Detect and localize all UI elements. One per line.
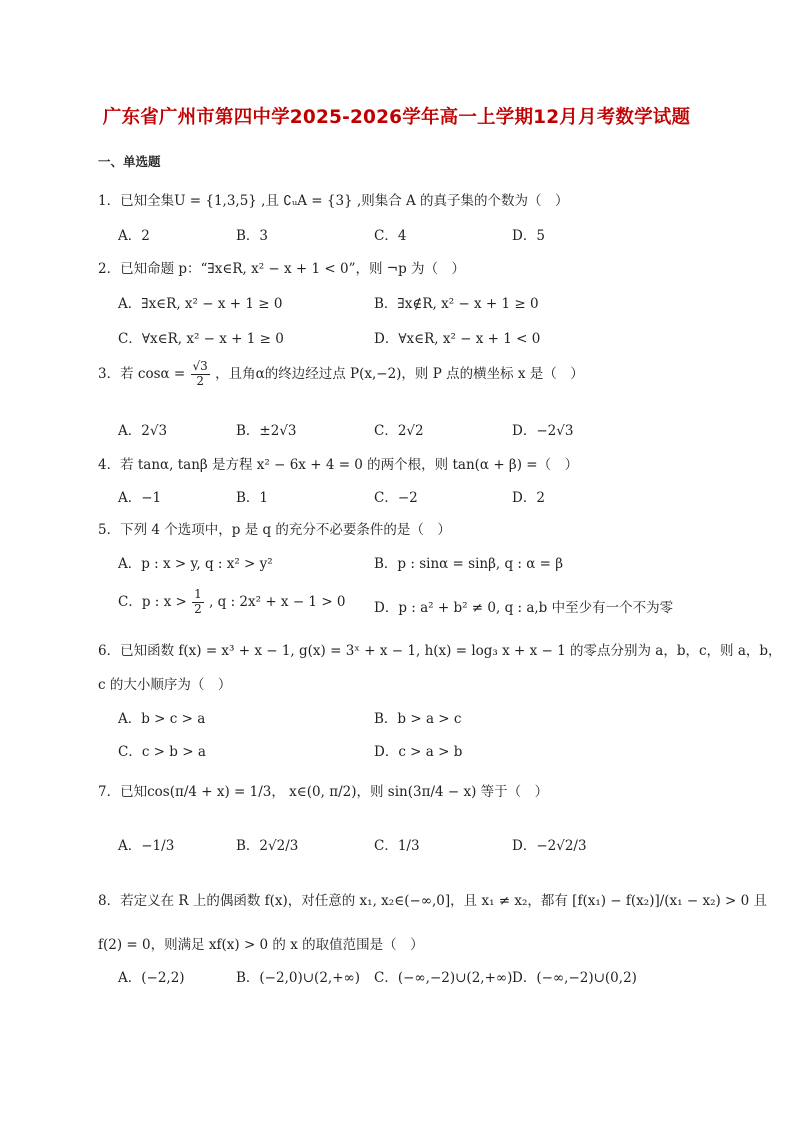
q8-option-a: A．(−2,2)	[118, 970, 185, 986]
q6-option-a: A．b > c > a	[118, 711, 206, 727]
q3-fraction-denominator: 2	[196, 373, 204, 388]
q5-fraction-denominator: 2	[194, 601, 202, 616]
q3-option-d: D．−2√3	[512, 423, 574, 439]
q2-option-c: C．∀x∈R, x² − x + 1 ≥ 0	[118, 331, 284, 347]
q4-option-c: C．−2	[374, 490, 418, 506]
q6-option-d: D．c > a > b	[374, 744, 463, 760]
q6-option-b: B．b > a > c	[374, 711, 462, 727]
question-1-stem: 1．已知全集U = {1,3,5} ,且 ∁ᵤA = {3} ,则集合 A 的真子集的个数为（ ）	[98, 193, 569, 209]
q3-fraction	[191, 360, 210, 389]
q1-option-d: D．5	[512, 228, 545, 244]
q1-option-b: B．3	[236, 228, 269, 244]
q3-option-c: C．2√2	[374, 423, 424, 439]
question-8-stem: 8．若定义在 R 上的偶函数 f(x)，对任意的 x₁, x₂∈(−∞,0]，且 x₁ ≠ x₂，都有 [f(x₁) − f(x₂)]/(x₁ − x₂) > 0 且	[98, 893, 768, 909]
question-6-stem: 6．已知函数 f(x) = x³ + x − 1, g(x) = 3ˣ + x − 1, h(x) = log₃ x + x − 1 的零点分别为 a，b，c，则 a，b，	[98, 643, 782, 659]
q3-stem-prefix: 3．若 cosα =	[98, 365, 186, 382]
q5-option-a: A．p : x > y, q : x² > y²	[118, 556, 273, 572]
q5-option-c-fraction	[192, 588, 204, 617]
q3-stem-suffix: ，且角α的终边经过点 P(x,−2)，则 P 点的横坐标 x 是（ ）	[215, 365, 584, 382]
question-6-stem-line2: c 的大小顺序为（ ）	[98, 677, 232, 693]
page-title: 广东省广州市第四中学2025-2026学年高一上学期12月月考数学试题	[102, 107, 691, 128]
q4-option-d: D．2	[512, 490, 545, 506]
q2-option-a: A．∃x∈R, x² − x + 1 ≥ 0	[118, 296, 283, 312]
q2-option-d: D．∀x∈R, x² − x + 1 < 0	[374, 331, 541, 347]
q4-option-b: B．1	[236, 490, 269, 506]
q8-option-c: C．(−∞,−2)∪(2,+∞)	[374, 970, 513, 986]
q3-fraction-numerator: √3	[192, 359, 208, 373]
question-2-stem: 2．已知命题 p：“∃x∈R, x² − x + 1 < 0”，则 ¬p 为（ ）	[98, 261, 466, 277]
q5-option-c-suffix: , q : 2x² + x − 1 > 0	[209, 593, 346, 610]
q7-option-c: C．1/3	[374, 838, 420, 854]
q5-option-b: B．p : sinα = sinβ, q : α = β	[374, 556, 564, 572]
q1-option-a: A．2	[118, 228, 150, 244]
q3-option-b: B．±2√3	[236, 423, 297, 439]
q7-option-a: A．−1/3	[118, 838, 175, 854]
q2-option-b: B．∃x∉R, x² − x + 1 ≥ 0	[374, 296, 539, 312]
q5-option-c-prefix: C．p : x >	[118, 593, 187, 610]
section-heading: 一、单选题	[98, 154, 161, 169]
q7-option-d: D．−2√2/3	[512, 838, 587, 854]
question-4-stem: 4．若 tanα, tanβ 是方程 x² − 6x + 4 = 0 的两个根，则 tan(α + β) =（ ）	[98, 457, 579, 473]
q6-option-c: C．c > b > a	[118, 744, 206, 760]
question-5-stem: 5．下列 4 个选项中，p 是 q 的充分不必要条件的是（ ）	[98, 522, 451, 538]
q8-option-d: D．(−∞,−2)∪(0,2)	[512, 970, 637, 986]
q4-option-a: A．−1	[118, 490, 162, 506]
q7-option-b: B．2√2/3	[236, 838, 299, 854]
question-7-stem: 7．已知cos(π/4 + x) = 1/3， x∈(0, π/2)，则 sin(3π/4 − x) 等于（ ）	[98, 784, 549, 800]
q5-fraction-numerator: 1	[194, 587, 202, 601]
q5-option-d: D．p : a² + b² ≠ 0, q : a,b 中至少有一个不为零	[374, 600, 674, 616]
q3-option-a: A．2√3	[118, 423, 168, 439]
q8-option-b: B．(−2,0)∪(2,+∞)	[236, 970, 361, 986]
question-3-stem	[98, 360, 584, 389]
q5-option-c	[118, 588, 346, 617]
question-8-stem-line2: f(2) = 0，则满足 xf(x) > 0 的 x 的取值范围是（ ）	[98, 937, 424, 953]
q1-option-c: C．4	[374, 228, 407, 244]
